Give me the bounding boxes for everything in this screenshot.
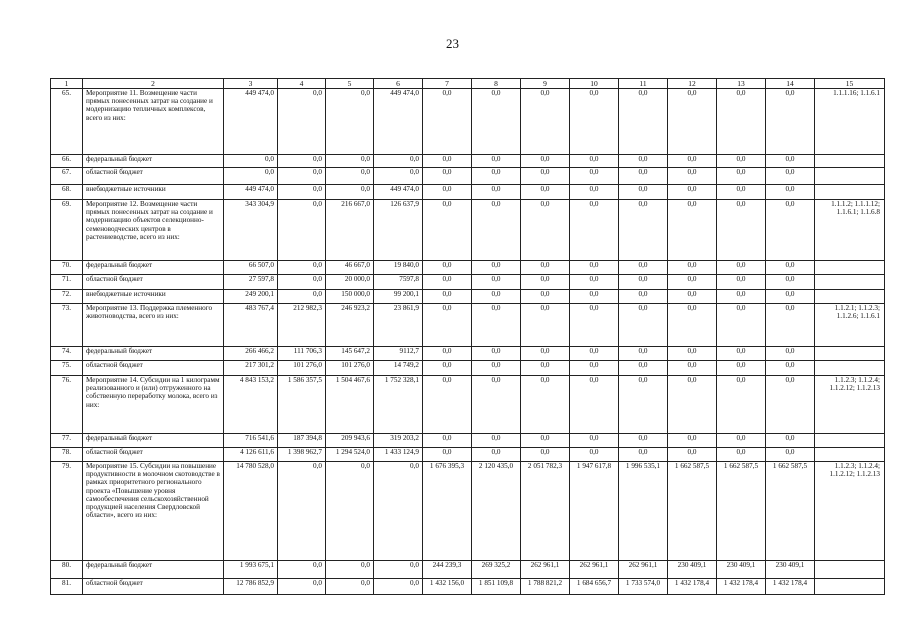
value-cell: 0,0 xyxy=(423,347,472,361)
table-row xyxy=(51,579,885,595)
value-cell: 0,0 xyxy=(326,579,374,595)
table-row xyxy=(51,434,885,448)
value-cell: 0,0 xyxy=(717,261,766,275)
value-cell: 1 398 962,7 xyxy=(278,448,326,462)
value-cell: 0,0 xyxy=(766,155,815,168)
value-cell: 217 301,2 xyxy=(224,361,278,376)
column-number: 9 xyxy=(521,79,570,89)
row-number: 70. xyxy=(51,261,83,275)
row-title: Мероприятие 12. Возмещение части прямых понесенных затрат на создание и модернизацию объектов селекционно-семеноводческих центров в растениеводстве, всего из них: xyxy=(83,200,224,261)
value-cell: 266 466,2 xyxy=(224,347,278,361)
value-cell: 4 843 153,2 xyxy=(224,376,278,434)
value-cell: 0,0 xyxy=(326,168,374,185)
value-cell: 449 474,0 xyxy=(224,89,278,155)
value-cell: 0,0 xyxy=(766,261,815,275)
value-cell: 0,0 xyxy=(717,168,766,185)
value-cell: 0,0 xyxy=(668,448,717,462)
value-cell: 0,0 xyxy=(717,361,766,376)
row-title: Мероприятие 15. Субсидии на повышение продуктивности в молочном скотоводстве в рамках приоритетного регионального проекта «Повышение уровня самообеспечения сельскохозяйственной продукцией населения Свердловской области», всего из них: xyxy=(83,462,224,561)
value-cell: 0,0 xyxy=(278,290,326,304)
value-cell: 0,0 xyxy=(668,304,717,347)
value-cell: 0,0 xyxy=(521,304,570,347)
value-cell: 0,0 xyxy=(668,155,717,168)
row-title: федеральный бюджет xyxy=(83,261,224,275)
value-cell: 0,0 xyxy=(619,200,668,261)
value-cell: 1 788 821,2 xyxy=(521,579,570,595)
value-cell: 0,0 xyxy=(326,462,374,561)
target-indicator-codes: 1.1.2.1; 1.1.2.3; 1.1.2.6; 1.1.6.1 xyxy=(815,304,885,347)
value-cell: 1 996 535,1 xyxy=(619,462,668,561)
value-cell: 0,0 xyxy=(668,275,717,290)
row-number: 67. xyxy=(51,168,83,185)
value-cell: 262 961,1 xyxy=(619,561,668,579)
value-cell: 0,0 xyxy=(472,290,521,304)
row-title: федеральный бюджет xyxy=(83,561,224,579)
value-cell: 0,0 xyxy=(766,275,815,290)
value-cell: 230 409,1 xyxy=(766,561,815,579)
value-cell: 0,0 xyxy=(668,168,717,185)
row-title: Мероприятие 13. Поддержка племенного животноводства, всего из них: xyxy=(83,304,224,347)
value-cell: 0,0 xyxy=(619,168,668,185)
value-cell: 0,0 xyxy=(619,185,668,200)
value-cell: 0,0 xyxy=(521,347,570,361)
value-cell: 0,0 xyxy=(619,347,668,361)
column-number: 5 xyxy=(326,79,374,89)
value-cell: 0,0 xyxy=(423,290,472,304)
value-cell: 262 961,1 xyxy=(521,561,570,579)
value-cell: 0,0 xyxy=(619,448,668,462)
value-cell: 0,0 xyxy=(521,290,570,304)
target-indicator-codes xyxy=(815,361,885,376)
program-financing-table xyxy=(50,78,885,595)
value-cell: 230 409,1 xyxy=(717,561,766,579)
value-cell: 0,0 xyxy=(717,89,766,155)
value-cell: 0,0 xyxy=(374,579,423,595)
target-indicator-codes: 1.1.2.3; 1.1.2.4; 1.1.2.12; 1.1.2.13 xyxy=(815,376,885,434)
value-cell: 0,0 xyxy=(619,290,668,304)
value-cell: 269 325,2 xyxy=(472,561,521,579)
column-number: 6 xyxy=(374,79,423,89)
row-title: областной бюджет xyxy=(83,361,224,376)
row-number: 68. xyxy=(51,185,83,200)
value-cell: 0,0 xyxy=(619,155,668,168)
value-cell: 0,0 xyxy=(570,361,619,376)
value-cell: 0,0 xyxy=(717,347,766,361)
value-cell: 0,0 xyxy=(668,89,717,155)
value-cell: 0,0 xyxy=(472,304,521,347)
value-cell: 0,0 xyxy=(668,347,717,361)
value-cell: 0,0 xyxy=(619,434,668,448)
value-cell: 0,0 xyxy=(326,89,374,155)
target-indicator-codes: 1.1.1.16; 1.1.6.1 xyxy=(815,89,885,155)
value-cell: 0,0 xyxy=(472,376,521,434)
value-cell: 0,0 xyxy=(668,200,717,261)
value-cell: 14 749,2 xyxy=(374,361,423,376)
row-title: федеральный бюджет xyxy=(83,434,224,448)
value-cell: 483 767,4 xyxy=(224,304,278,347)
target-indicator-codes xyxy=(815,261,885,275)
value-cell: 0,0 xyxy=(423,376,472,434)
value-cell: 0,0 xyxy=(326,561,374,579)
value-cell: 0,0 xyxy=(278,261,326,275)
value-cell: 209 943,6 xyxy=(326,434,374,448)
value-cell: 0,0 xyxy=(570,261,619,275)
value-cell: 1 947 617,8 xyxy=(570,462,619,561)
target-indicator-codes xyxy=(815,347,885,361)
value-cell: 0,0 xyxy=(619,304,668,347)
value-cell: 1 733 574,0 xyxy=(619,579,668,595)
value-cell: 0,0 xyxy=(278,200,326,261)
value-cell: 2 051 782,3 xyxy=(521,462,570,561)
row-number: 76. xyxy=(51,376,83,434)
value-cell: 0,0 xyxy=(423,434,472,448)
table-row xyxy=(51,200,885,261)
value-cell: 0,0 xyxy=(766,304,815,347)
value-cell: 0,0 xyxy=(766,347,815,361)
value-cell: 27 597,8 xyxy=(224,275,278,290)
value-cell: 0,0 xyxy=(717,200,766,261)
value-cell: 20 000,0 xyxy=(326,275,374,290)
value-cell: 1 433 124,9 xyxy=(374,448,423,462)
row-title: внебюджетные источники xyxy=(83,290,224,304)
row-title: федеральный бюджет xyxy=(83,347,224,361)
value-cell: 1 684 656,7 xyxy=(570,579,619,595)
value-cell: 0,0 xyxy=(278,155,326,168)
row-title: Мероприятие 11. Возмещение части прямых понесенных затрат на создание и модернизацию тепличных комплексов, всего из них: xyxy=(83,89,224,155)
table-row xyxy=(51,275,885,290)
column-number: 15 xyxy=(815,79,885,89)
row-number: 73. xyxy=(51,304,83,347)
target-indicator-codes xyxy=(815,448,885,462)
value-cell: 0,0 xyxy=(570,434,619,448)
page-number: 23 xyxy=(446,36,459,51)
value-cell: 1 294 524,0 xyxy=(326,448,374,462)
value-cell: 1 993 675,1 xyxy=(224,561,278,579)
target-indicator-codes: 1.1.2.3; 1.1.2.4; 1.1.2.12; 1.1.2.13 xyxy=(815,462,885,561)
table-row xyxy=(51,304,885,347)
value-cell: 126 637,9 xyxy=(374,200,423,261)
value-cell: 0,0 xyxy=(326,155,374,168)
value-cell: 0,0 xyxy=(423,361,472,376)
column-number: 13 xyxy=(717,79,766,89)
value-cell: 1 432 156,0 xyxy=(423,579,472,595)
row-title: внебюджетные источники xyxy=(83,185,224,200)
value-cell: 0,0 xyxy=(619,89,668,155)
value-cell: 1 851 109,8 xyxy=(472,579,521,595)
value-cell: 0,0 xyxy=(521,376,570,434)
row-number: 81. xyxy=(51,579,83,595)
value-cell: 230 409,1 xyxy=(668,561,717,579)
column-number: 1 xyxy=(51,79,83,89)
value-cell: 101 276,0 xyxy=(278,361,326,376)
value-cell: 0,0 xyxy=(766,434,815,448)
value-cell: 0,0 xyxy=(717,304,766,347)
target-indicator-codes xyxy=(815,275,885,290)
value-cell: 0,0 xyxy=(472,275,521,290)
value-cell: 1 432 178,4 xyxy=(668,579,717,595)
value-cell: 0,0 xyxy=(374,168,423,185)
value-cell: 0,0 xyxy=(766,89,815,155)
value-cell: 0,0 xyxy=(717,434,766,448)
value-cell: 1 662 587,5 xyxy=(668,462,717,561)
table-row xyxy=(51,89,885,155)
value-cell: 0,0 xyxy=(278,579,326,595)
value-cell: 0,0 xyxy=(521,261,570,275)
table-row xyxy=(51,361,885,376)
row-title: областной бюджет xyxy=(83,448,224,462)
value-cell: 1 676 395,3 xyxy=(423,462,472,561)
table-row xyxy=(51,462,885,561)
value-cell: 0,0 xyxy=(423,261,472,275)
value-cell: 246 923,2 xyxy=(326,304,374,347)
value-cell: 0,0 xyxy=(570,275,619,290)
target-indicator-codes xyxy=(815,185,885,200)
value-cell: 0,0 xyxy=(766,200,815,261)
value-cell: 1 432 178,4 xyxy=(717,579,766,595)
value-cell: 0,0 xyxy=(619,275,668,290)
value-cell: 0,0 xyxy=(668,361,717,376)
value-cell: 0,0 xyxy=(717,376,766,434)
value-cell: 19 840,0 xyxy=(374,261,423,275)
value-cell: 0,0 xyxy=(521,448,570,462)
row-number: 80. xyxy=(51,561,83,579)
value-cell: 0,0 xyxy=(278,168,326,185)
column-number: 10 xyxy=(570,79,619,89)
value-cell: 66 507,0 xyxy=(224,261,278,275)
value-cell: 0,0 xyxy=(766,448,815,462)
value-cell: 319 203,2 xyxy=(374,434,423,448)
value-cell: 0,0 xyxy=(521,275,570,290)
value-cell: 0,0 xyxy=(570,155,619,168)
value-cell: 0,0 xyxy=(521,155,570,168)
value-cell: 9112,7 xyxy=(374,347,423,361)
column-number: 2 xyxy=(83,79,224,89)
value-cell: 0,0 xyxy=(717,155,766,168)
value-cell: 1 752 328,1 xyxy=(374,376,423,434)
value-cell: 0,0 xyxy=(766,185,815,200)
target-indicator-codes xyxy=(815,434,885,448)
value-cell: 0,0 xyxy=(278,89,326,155)
value-cell: 0,0 xyxy=(423,275,472,290)
value-cell: 0,0 xyxy=(326,185,374,200)
value-cell: 145 647,2 xyxy=(326,347,374,361)
value-cell: 212 982,3 xyxy=(278,304,326,347)
value-cell: 0,0 xyxy=(570,376,619,434)
value-cell: 244 239,3 xyxy=(423,561,472,579)
column-number: 3 xyxy=(224,79,278,89)
row-number: 79. xyxy=(51,462,83,561)
table-row xyxy=(51,261,885,275)
table-row xyxy=(51,185,885,200)
value-cell: 0,0 xyxy=(278,185,326,200)
value-cell: 1 432 178,4 xyxy=(766,579,815,595)
column-number-row xyxy=(51,79,885,89)
value-cell: 0,0 xyxy=(472,89,521,155)
value-cell: 0,0 xyxy=(278,462,326,561)
value-cell: 0,0 xyxy=(521,89,570,155)
row-number: 77. xyxy=(51,434,83,448)
target-indicator-codes: 1.1.1.2; 1.1.1.12; 1.1.6.1; 1.1.6.8 xyxy=(815,200,885,261)
value-cell: 262 961,1 xyxy=(570,561,619,579)
value-cell: 0,0 xyxy=(278,275,326,290)
table-body xyxy=(51,79,885,595)
value-cell: 46 667,0 xyxy=(326,261,374,275)
row-number: 74. xyxy=(51,347,83,361)
value-cell: 0,0 xyxy=(423,168,472,185)
target-indicator-codes xyxy=(815,168,885,185)
value-cell: 150 000,0 xyxy=(326,290,374,304)
value-cell: 0,0 xyxy=(423,448,472,462)
value-cell: 187 394,8 xyxy=(278,434,326,448)
column-number: 12 xyxy=(668,79,717,89)
value-cell: 0,0 xyxy=(423,155,472,168)
value-cell: 14 780 528,0 xyxy=(224,462,278,561)
value-cell: 0,0 xyxy=(423,200,472,261)
value-cell: 1 662 587,5 xyxy=(717,462,766,561)
value-cell: 0,0 xyxy=(619,361,668,376)
table-row xyxy=(51,561,885,579)
table-row xyxy=(51,290,885,304)
target-indicator-codes xyxy=(815,579,885,595)
value-cell: 101 276,0 xyxy=(326,361,374,376)
value-cell: 0,0 xyxy=(668,185,717,200)
value-cell: 0,0 xyxy=(717,448,766,462)
value-cell: 0,0 xyxy=(224,168,278,185)
value-cell: 1 586 357,5 xyxy=(278,376,326,434)
value-cell: 23 861,9 xyxy=(374,304,423,347)
value-cell: 0,0 xyxy=(472,347,521,361)
value-cell: 0,0 xyxy=(423,304,472,347)
row-number: 72. xyxy=(51,290,83,304)
row-title: областной бюджет xyxy=(83,168,224,185)
value-cell: 0,0 xyxy=(521,434,570,448)
target-indicator-codes xyxy=(815,561,885,579)
row-title: Мероприятие 14. Субсидии на 1 килограмм реализованного и (или) отгруженного на собственную переработку молока, всего из них: xyxy=(83,376,224,434)
column-number: 4 xyxy=(278,79,326,89)
value-cell: 111 706,3 xyxy=(278,347,326,361)
row-title: областной бюджет xyxy=(83,275,224,290)
value-cell: 0,0 xyxy=(472,361,521,376)
value-cell: 0,0 xyxy=(472,200,521,261)
target-indicator-codes xyxy=(815,290,885,304)
value-cell: 0,0 xyxy=(668,434,717,448)
value-cell: 0,0 xyxy=(619,261,668,275)
value-cell: 449 474,0 xyxy=(374,89,423,155)
value-cell: 0,0 xyxy=(423,89,472,155)
value-cell: 0,0 xyxy=(472,261,521,275)
value-cell: 0,0 xyxy=(570,290,619,304)
value-cell: 0,0 xyxy=(766,361,815,376)
table-row xyxy=(51,376,885,434)
row-number: 78. xyxy=(51,448,83,462)
column-number: 7 xyxy=(423,79,472,89)
value-cell: 0,0 xyxy=(668,376,717,434)
value-cell: 0,0 xyxy=(374,155,423,168)
value-cell: 1 504 467,6 xyxy=(326,376,374,434)
value-cell: 99 200,1 xyxy=(374,290,423,304)
value-cell: 249 200,1 xyxy=(224,290,278,304)
value-cell: 0,0 xyxy=(570,168,619,185)
value-cell: 0,0 xyxy=(668,290,717,304)
value-cell: 716 541,6 xyxy=(224,434,278,448)
column-number: 11 xyxy=(619,79,668,89)
value-cell: 0,0 xyxy=(521,168,570,185)
value-cell: 0,0 xyxy=(423,185,472,200)
value-cell: 0,0 xyxy=(521,200,570,261)
value-cell: 0,0 xyxy=(521,185,570,200)
row-number: 69. xyxy=(51,200,83,261)
value-cell: 0,0 xyxy=(570,304,619,347)
value-cell: 0,0 xyxy=(374,462,423,561)
value-cell: 0,0 xyxy=(570,347,619,361)
value-cell: 0,0 xyxy=(570,89,619,155)
column-number: 8 xyxy=(472,79,521,89)
value-cell: 0,0 xyxy=(766,290,815,304)
table-row xyxy=(51,347,885,361)
value-cell: 0,0 xyxy=(472,168,521,185)
row-number: 75. xyxy=(51,361,83,376)
value-cell: 2 120 435,0 xyxy=(472,462,521,561)
value-cell: 449 474,0 xyxy=(374,185,423,200)
value-cell: 0,0 xyxy=(570,448,619,462)
table-row xyxy=(51,448,885,462)
value-cell: 0,0 xyxy=(766,376,815,434)
value-cell: 0,0 xyxy=(278,561,326,579)
value-cell: 0,0 xyxy=(472,185,521,200)
column-number: 14 xyxy=(766,79,815,89)
value-cell: 216 667,0 xyxy=(326,200,374,261)
row-number: 65. xyxy=(51,89,83,155)
row-title: федеральный бюджет xyxy=(83,155,224,168)
value-cell: 0,0 xyxy=(374,561,423,579)
value-cell: 7597,8 xyxy=(374,275,423,290)
row-title: областной бюджет xyxy=(83,579,224,595)
value-cell: 0,0 xyxy=(619,376,668,434)
value-cell: 0,0 xyxy=(717,290,766,304)
value-cell: 449 474,0 xyxy=(224,185,278,200)
value-cell: 0,0 xyxy=(668,261,717,275)
value-cell: 0,0 xyxy=(717,185,766,200)
value-cell: 0,0 xyxy=(570,185,619,200)
row-number: 66. xyxy=(51,155,83,168)
value-cell: 0,0 xyxy=(766,168,815,185)
value-cell: 12 786 852,9 xyxy=(224,579,278,595)
value-cell: 0,0 xyxy=(224,155,278,168)
value-cell: 0,0 xyxy=(570,200,619,261)
value-cell: 1 662 587,5 xyxy=(766,462,815,561)
value-cell: 0,0 xyxy=(521,361,570,376)
value-cell: 343 304,9 xyxy=(224,200,278,261)
value-cell: 0,0 xyxy=(717,275,766,290)
value-cell: 0,0 xyxy=(472,448,521,462)
value-cell: 4 126 611,6 xyxy=(224,448,278,462)
value-cell: 0,0 xyxy=(472,155,521,168)
target-indicator-codes xyxy=(815,155,885,168)
table-row xyxy=(51,155,885,168)
table-row xyxy=(51,168,885,185)
row-number: 71. xyxy=(51,275,83,290)
value-cell: 0,0 xyxy=(472,434,521,448)
